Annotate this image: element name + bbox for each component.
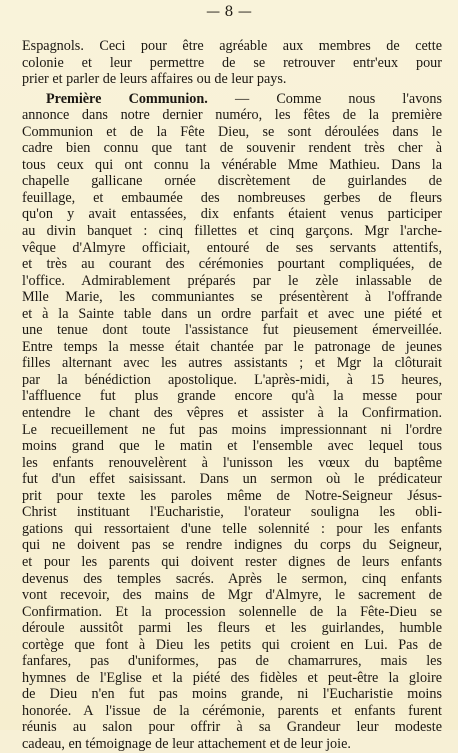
text-line: déroule aussitôt parmi les fleurs et les guirlandes, humble <box>22 620 442 637</box>
paragraph-premiere-communion <box>22 91 442 753</box>
text-line: entendre le chant des vêpres et assister à la Confirmation. <box>22 405 442 422</box>
paragraph-espagnols <box>22 38 442 88</box>
text-line: Espagnols. Ceci pour être agréable aux membres de cette <box>22 38 442 54</box>
text-line-heading <box>22 91 442 108</box>
text-line: colonie et leur permettre de se retrouver entr'eux pour <box>22 54 442 71</box>
text-line: devenus des temples sacrés. Après le sermon, cinq enfants <box>22 570 442 587</box>
text-line: Entre temps la messe était chantée par le patronage de jeunes <box>22 338 442 355</box>
body-text <box>22 38 442 753</box>
text-line: feuillage, et embaumée des nombreuses gerbes de fleurs <box>22 189 442 206</box>
text-line: fut d'un effet saisissant. Dans un sermon où le prédicateur <box>22 471 442 488</box>
text-line: les enfants renouvelèrent à l'unisson les vœux du baptême <box>22 454 442 471</box>
text-line: Christ instituant l'Eucharistie, l'orateur souligna les obli- <box>22 504 442 521</box>
text-line: Confirmation. Et la procession solennelle de la Fête-Dieu se <box>22 603 442 620</box>
text-line: cadeau, en témoignage de leur attachement et de leur joie. <box>22 735 351 752</box>
text-line: cortège que font à Dieu les petits qui croient en Lui. Pas de <box>22 636 442 653</box>
text-line: Le recueillement ne fut pas moins impressionnant ni l'ordre <box>22 421 442 438</box>
text-line: moins grand que le matin et l'ensemble avec lequel tous <box>22 438 442 455</box>
text-line: gations qui ressortaient d'une telle solennité : pour les enfants <box>22 520 442 537</box>
text-line: honorée. A l'issue de la cérémonie, parents et enfants furent <box>22 702 442 719</box>
text-line: annonce dans notre dernier numéro, les fêtes de la première <box>22 107 442 124</box>
text-line: fanfares, pas d'uniformes, pas de chamarrures, mais les <box>22 653 442 670</box>
text-line: Communion et de la Fête Dieu, se sont déroulées dans le <box>22 123 442 140</box>
text-line: hymnes de l'Eglise et la piété des fidèles et peut-être la gloire <box>22 669 442 686</box>
text-line: vont recevoir, des mains de Mgr d'Almyre, le sacrement de <box>22 587 442 604</box>
text-line: de Dieu n'en fut pas moins grande, ni l'Eucharistie moins <box>22 686 442 703</box>
text-line: réunis au salon pour offrir à sa Grandeur leur modeste <box>22 719 442 736</box>
text-line: prier et parler de leurs affaires ou de leur pays. <box>22 71 287 88</box>
text-line: cadre bien connu que tant de souvenir rendent très cher à <box>22 140 442 157</box>
page-number: — 8 — <box>206 4 252 20</box>
text-line: Mlle Marie, les communiantes se présentèrent à l'offrande <box>22 289 442 306</box>
text-line: au divin banquet : cinq fillettes et cinq garçons. Mgr l'arche- <box>22 223 442 240</box>
text-line: qui ne doivent pas se rendre indignes du corps du Seigneur, <box>22 537 442 554</box>
heading-line-rest: — Comme nous l'avons <box>207 90 442 107</box>
text-line: une tenue dont toute l'assistance fut pieusement émerveillée. <box>22 322 442 339</box>
section-heading: Première Communion. <box>46 90 208 107</box>
text-line: et pour les parents qui doivent rester dignes de leurs enfants <box>22 553 442 570</box>
text-line: qu'on y avait entassées, dix enfants étaient venus participer <box>22 206 442 223</box>
text-line: et à la Sainte table dans un ordre parfait et avec une piété et <box>22 305 442 322</box>
text-line: vêque d'Almyre officiait, entouré de ses servants attentifs, <box>22 239 442 256</box>
text-line: par la bénédiction apostolique. L'après-midi, à 15 heures, <box>22 371 442 388</box>
text-line: l'office. Admirablement préparés par le zèle inlassable de <box>22 272 442 289</box>
text-line: l'affluence fut plus grande encore qu'à la messe pour <box>22 388 442 405</box>
text-line: filles alternant avec les autres assistants ; et Mgr la clôturait <box>22 355 442 372</box>
text-line: chapelle gallicane ornée discrètement de guirlandes de <box>22 173 442 190</box>
text-line: et très au courant des cérémonies pourtant compliquées, de <box>22 256 442 273</box>
text-line: tous ceux qui ont connu la vénérable Mme Mathieu. Dans la <box>22 156 442 173</box>
text-line: prit pour texte les paroles même de Notre-Seigneur Jésus- <box>22 487 442 504</box>
